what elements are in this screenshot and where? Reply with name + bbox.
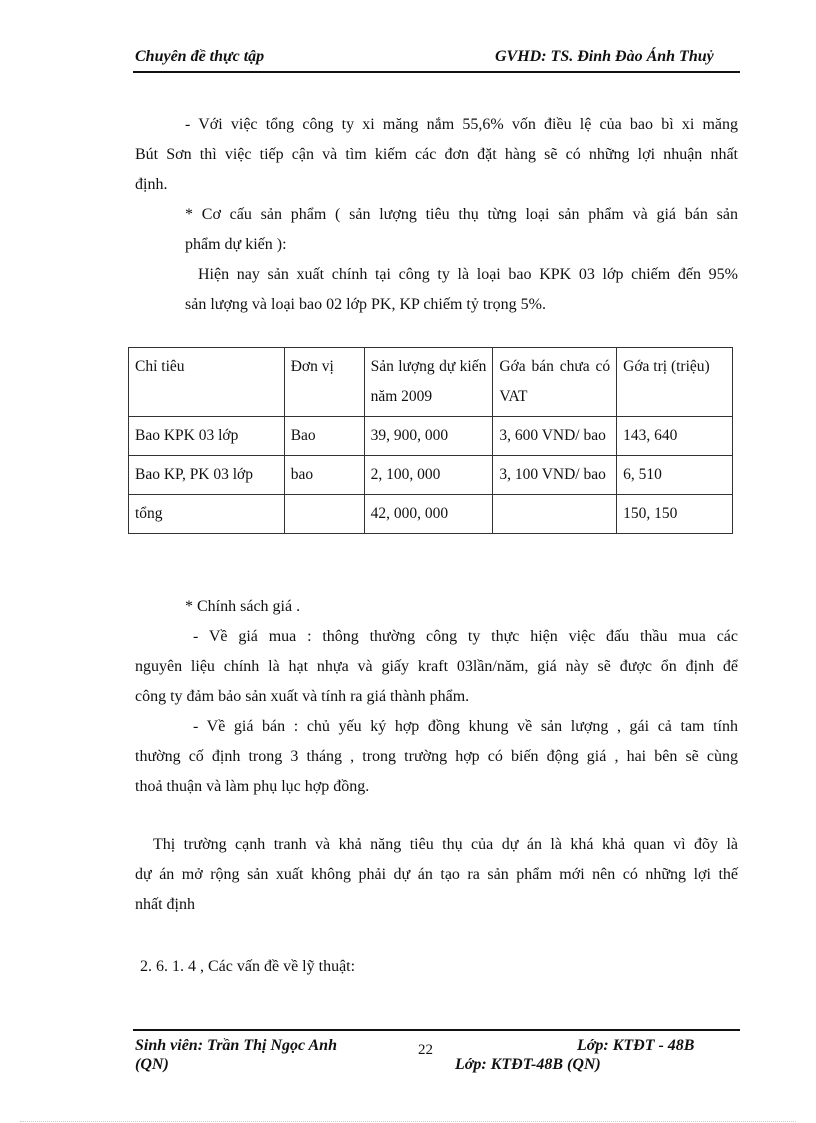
footer-class: Lớp: KTĐT - 48B [577,1037,695,1054]
price-buy-line2: nguyên liệu chính là hạt nhựa và giấy kraft 03lần/năm, giá này sẽ được ổn định để [135,658,738,675]
price-policy-title: * Chính sách giá . [185,598,301,615]
table-row [129,456,733,495]
section-heading: 2. 6. 1. 4 , Các vấn đề về lỹ thuật: [140,958,356,975]
table-cell: tổng [129,495,285,534]
table-cell: 150, 150 [617,495,733,534]
table-cell: Bao KPK 03 lớp [129,417,285,456]
table-cell: 3, 100 VND/ bao [493,456,617,495]
market-line3: nhất định [135,896,195,913]
price-sell-line3: thoả thuận và làm phụ lục hợp đồng. [135,778,370,795]
table-cell: 39, 900, 000 [364,417,493,456]
header-advisor: GVHD: TS. Đinh Đào Ánh Thuỷ [495,48,714,65]
table-cell [284,495,364,534]
para1-line3: định. [135,176,168,193]
header-rule [133,71,740,73]
table-cell: 42, 000, 000 [364,495,493,534]
price-buy-line3: công ty đảm bảo sản xuất và tính ra giá thành phẩm. [135,688,470,705]
market-line1: Thị trường cạnh tranh và khả năng tiêu thụ của dự án là khá khả quan vì đõy là [153,836,738,853]
table-row [129,417,733,456]
table-header-cell: Chỉ tiêu [129,348,285,417]
price-sell-line1: - Về giá bán : chủ yếu ký hợp đồng khung về sản lượng , gái cả tam tính [193,718,738,735]
table-cell: 6, 510 [617,456,733,495]
footer-class-campus: Lớp: KTĐT-48B (QN) [455,1056,601,1073]
table-header-cell: Sản lượng dự kiến năm 2009 [364,348,493,417]
table-header-row [129,348,733,417]
header-title: Chuyên đề thực tập [135,48,265,65]
para2-line1: * Cơ cấu sản phẩm ( sản lượng tiêu thụ từng loại sản phẩm và giá bán sản [185,206,738,223]
para3-line2: sản lượng và loại bao 02 lớp PK, KP chiếm tỷ trọng 5%. [185,296,546,313]
table-cell: Bao KP, PK 03 lớp [129,456,285,495]
market-line2: dự án mở rộng sản xuất không phải dự án tạo ra sản phẩm mới nên có những lợi thế [135,866,738,883]
table-header-cell: Đơn vị [284,348,364,417]
para1-line1: - Với việc tổng công ty xi măng nắm 55,6% vốn điều lệ của bao bì xi măng [185,116,738,133]
footer-student-campus: (QN) [135,1056,169,1073]
price-sell-line2: thường cố định trong 3 tháng , trong trường hợp có biến động giá , hai bên sẽ cùng [135,748,738,765]
table-cell: 143, 640 [617,417,733,456]
para2-line2: phẩm dự kiến ): [185,236,287,253]
table-row [129,495,733,534]
price-buy-line1: - Về giá mua : thông thường công ty thực hiện việc đấu thầu mua các [193,628,738,645]
table-cell [493,495,617,534]
page-number: 22 [418,1042,433,1058]
page-bottom-divider [20,1121,796,1122]
table-cell: bao [284,456,364,495]
footer-student: Sinh viên: Trần Thị Ngọc Anh [135,1037,337,1054]
product-table [128,347,733,534]
footer-rule [133,1029,740,1031]
para1-line2: Bút Sơn thì việc tiếp cận và tìm kiếm các đơn đặt hàng sẽ có những lợi nhuận nhất [135,146,738,163]
para3-line1: Hiện nay sản xuất chính tại công ty là loại bao KPK 03 lớp chiếm đến 95% [198,266,738,283]
table-cell: 2, 100, 000 [364,456,493,495]
table-header-cell: Gớa trị (triệu) [617,348,733,417]
table-header-cell: Gớa bán chưa có VAT [493,348,617,417]
table-cell: 3, 600 VND/ bao [493,417,617,456]
table-cell: Bao [284,417,364,456]
